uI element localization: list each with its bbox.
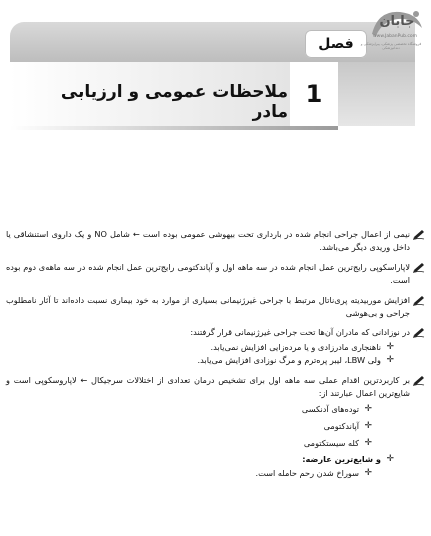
plus-bullet-icon: ✛: [386, 341, 394, 352]
sub-list: [6, 401, 410, 452]
plus-bullet-icon: ✛: [386, 454, 394, 465]
logo-tagline: فروشگاه تخصصی پزشکی، پیراپزشکی و دندانپزشکی: [360, 42, 422, 51]
pen-bullet-icon: [413, 375, 425, 386]
complication-heading: [6, 453, 394, 466]
sub-list: [6, 341, 410, 368]
chapter-title-row: [10, 62, 415, 140]
list-item: [6, 435, 372, 452]
chapter-content: [6, 228, 426, 480]
paragraph-item: [6, 374, 426, 481]
list-item: [6, 354, 394, 367]
list-item-text: توده‌های آدنکسی: [301, 404, 359, 415]
chapter-title: ملاحظات عمومی و ارزیابی مادر: [60, 82, 288, 122]
list-item: [6, 341, 394, 354]
list-item-text: سوراخ شدن رحم حامله است.: [255, 467, 359, 478]
complication-heading-text: و شایع‌ترین عارضه:: [302, 454, 381, 465]
list-item-text: ولی LBW، لیبر پره‌ترم و مرگ نوزادی افزایش می‌یابد.: [197, 355, 381, 366]
plus-bullet-icon: ✛: [364, 467, 372, 478]
title-shadow: [338, 62, 415, 126]
paragraph-text: بر کاربردترین اقدام عملی سه ماهه اول برای تشخیص درمان تعدادی از اختلالات سرجیکال ← لاپاروسکوپی است و شایع‌ترین اعمال عبارتند از:: [6, 374, 410, 399]
pen-bullet-icon: [413, 327, 425, 338]
sub-list: [6, 453, 410, 466]
list-item-text: کله سیستکتومی: [303, 438, 359, 449]
list-item: [6, 467, 372, 480]
paragraph-text: افزایش موربیدیته پری‌ناتال مرتبط با جراحی غیرژنیمانی بسیاری از موارد به خود بیماری نسبت داده‌اند تا آثار نامطلوب جراحی و بی‌هوشی: [6, 294, 410, 319]
list-item-text: آپاندکتومی: [323, 421, 359, 432]
plus-bullet-icon: ✛: [364, 438, 372, 449]
list-item: [6, 401, 372, 418]
chapter-number: 1: [290, 62, 338, 126]
logo-name: جابان: [379, 14, 415, 29]
paragraph-item: [6, 294, 426, 321]
chapter-word: فصل: [318, 36, 354, 52]
paragraph-text: در نوزادانی که مادران آن‌ها تحت جراحی غیرژنیمانی قرار گرفتند:: [190, 327, 410, 338]
pen-bullet-icon: [413, 262, 425, 273]
list-item: [6, 418, 372, 435]
paragraph-item: [6, 228, 426, 255]
paragraph-item: [6, 261, 426, 288]
list-item-text: ناهنجاری مادرزادی و یا مرده‌زایی افزایش نمی‌یابد.: [210, 341, 381, 352]
paragraph-item: [6, 326, 426, 367]
sub-list: [6, 467, 410, 480]
title-underline: [10, 126, 338, 130]
plus-bullet-icon: ✛: [364, 421, 372, 432]
plus-bullet-icon: ✛: [364, 404, 372, 415]
paragraph-text: نیمی از اعمال جراحی انجام شده در بارداری تحت بیهوشی عمومی بوده است ← شامل NO و یک داروی استنشاقی یا داخل وریدی دیگر می‌باشد.: [6, 229, 410, 253]
logo-url: www.JabanPub.com: [373, 34, 417, 39]
paragraph-text: لاپاراسکوپی رایج‌ترین عمل انجام شده در سه ماهه اول و آپاندکتومی رایج‌ترین عمل انجام شده در سه ماهه‌ی دوم بوده است.: [6, 261, 410, 286]
pen-bullet-icon: [413, 229, 425, 240]
plus-bullet-icon: ✛: [386, 355, 394, 366]
pen-bullet-icon: [413, 295, 425, 306]
